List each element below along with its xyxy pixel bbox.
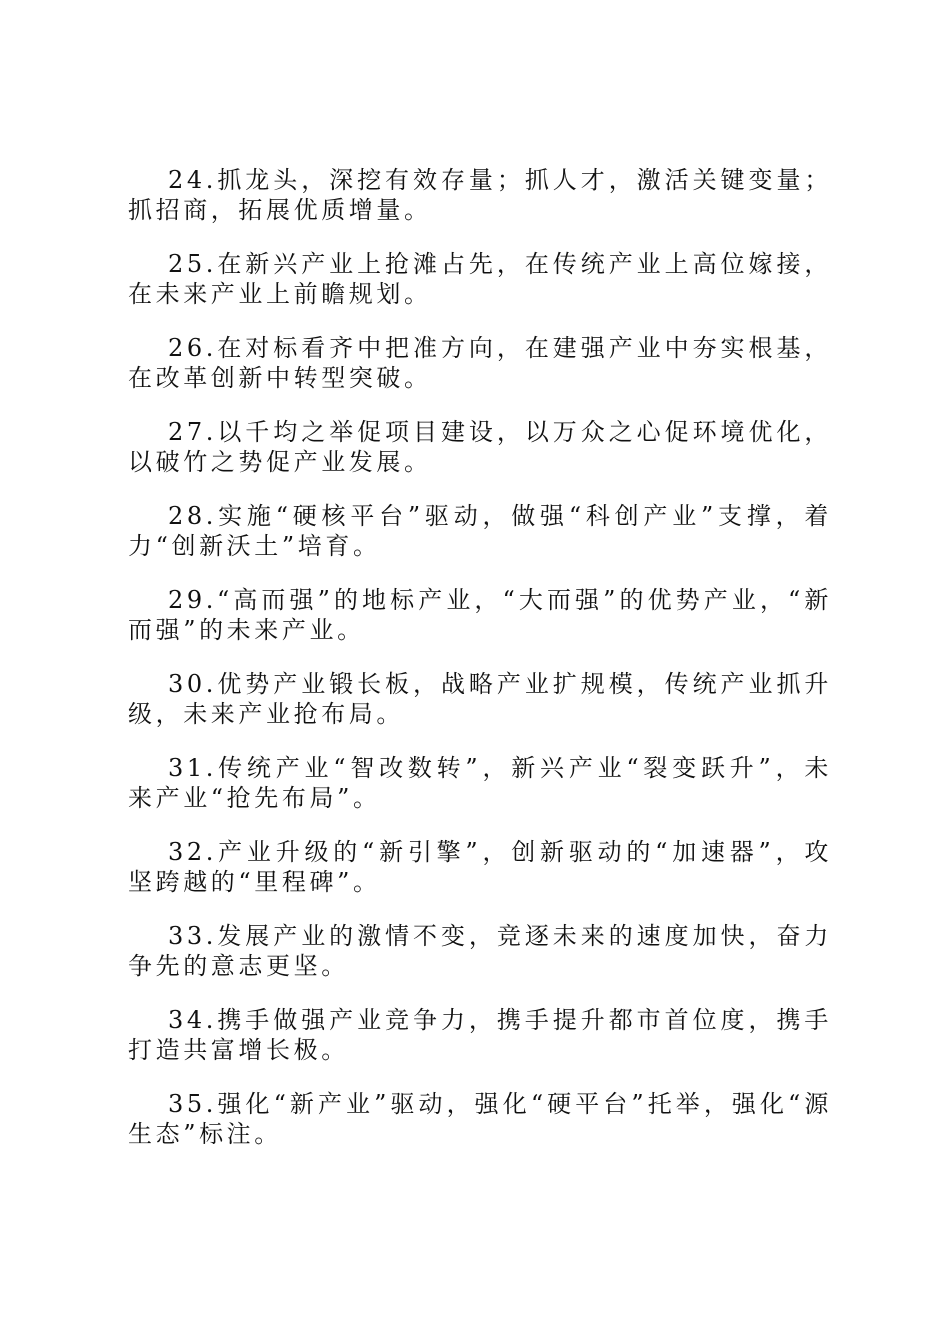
list-item-31: 31.传统产业“智改数转”，新兴产业“裂变跃升”，未来产业“抢先布局”。 [128,754,832,812]
list-item-28: 28.实施“硬核平台”驱动，做强“科创产业”支撑，着力“创新沃土”培育。 [128,502,832,560]
list-item-33: 33.发展产业的激情不变，竞逐未来的速度加快，奋力争先的意志更坚。 [128,922,832,980]
list-item-26: 26.在对标看齐中把准方向，在建强产业中夯实根基，在改革创新中转型突破。 [128,334,832,392]
document-page [128,165,832,1173]
list-item-32: 32.产业升级的“新引擎”，创新驱动的“加速器”，攻坚跨越的“里程碑”。 [128,838,832,896]
list-item-24: 24.抓龙头，深挖有效存量；抓人才，激活关键变量；抓招商，拓展优质增量。 [128,166,832,224]
list-item-35: 35.强化“新产业”驱动，强化“硬平台”托举，强化“源生态”标注。 [128,1090,832,1148]
list-item-34: 34.携手做强产业竞争力，携手提升都市首位度，携手打造共富增长极。 [128,1006,832,1064]
list-item-29: 29.“高而强”的地标产业，“大而强”的优势产业，“新而强”的未来产业。 [128,586,832,644]
list-item-30: 30.优势产业锻长板，战略产业扩规模，传统产业抓升级，未来产业抢布局。 [128,670,832,728]
list-item-25: 25.在新兴产业上抢滩占先，在传统产业上高位嫁接，在未来产业上前瞻规划。 [128,250,832,308]
list-item-27: 27.以千均之举促项目建设，以万众之心促环境优化，以破竹之势促产业发展。 [128,418,832,476]
